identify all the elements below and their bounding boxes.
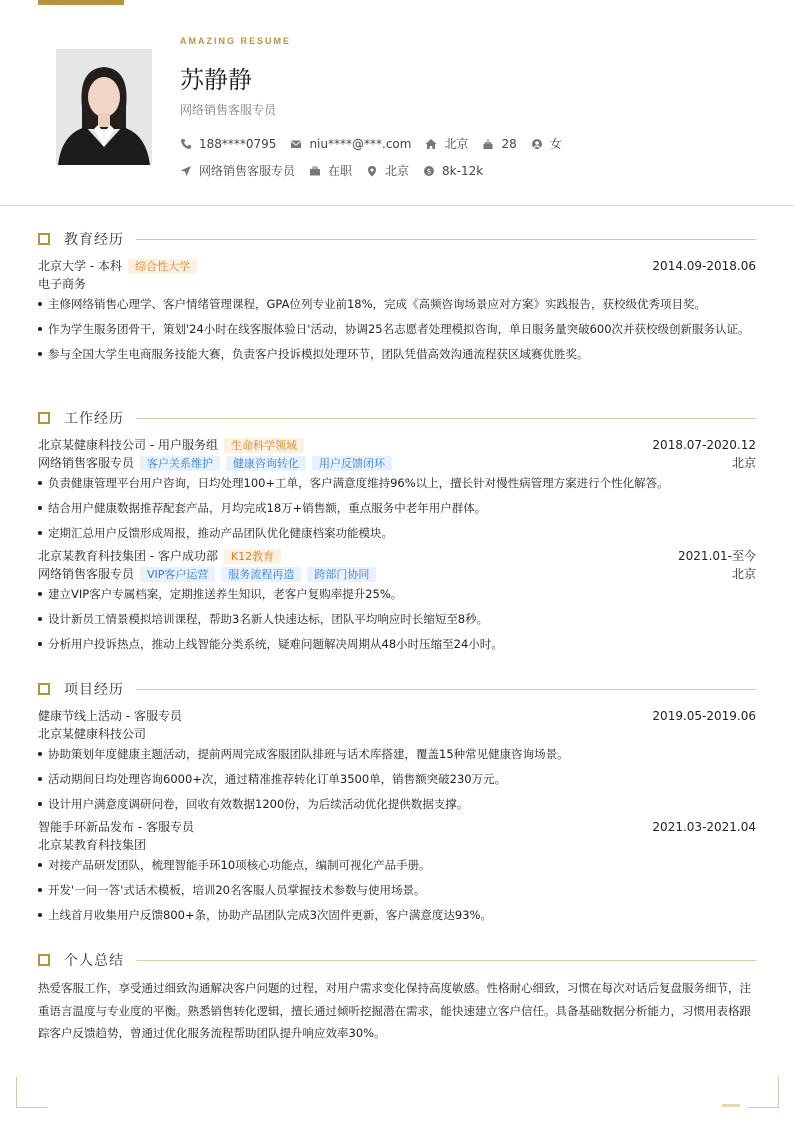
svg-text:$: $ (426, 167, 432, 176)
section-divider (136, 689, 756, 690)
cake-icon (482, 138, 494, 150)
age-text: 28 (501, 136, 517, 151)
section-header (38, 229, 756, 249)
target-position-text: 网络销售客服专员 (199, 164, 296, 178)
school-tag: 综合性大学 (128, 259, 197, 274)
corner-decoration-left (16, 1077, 47, 1108)
summary-section (38, 950, 756, 1045)
education-bullets (38, 293, 756, 365)
skill-tag: 用户反馈闭环 (312, 456, 392, 471)
list-item: 建立VIP客户专属档案，定期推送养生知识，老客户复购率提升25%。 (38, 583, 756, 605)
status-item (309, 162, 352, 179)
residence-text: 北京 (444, 137, 469, 151)
footer-dash (722, 1104, 740, 1107)
job-date: 2018.07-2020.12 (652, 438, 756, 452)
resume-header (0, 0, 794, 206)
job-role: 网络销售客服专员 (38, 456, 135, 470)
residence-item (425, 135, 468, 152)
section-marker-icon (38, 683, 50, 695)
skill-tag: VIP客户运营 (140, 567, 215, 582)
target-city-item (366, 162, 409, 179)
project-org: 北京某健康科技公司 (38, 727, 147, 741)
section-header (38, 679, 756, 699)
section-header (38, 950, 756, 970)
status-text: 在职 (328, 164, 353, 178)
section-marker-icon (38, 412, 50, 424)
list-item: 协助策划年度健康主题活动，提前两周完成客服团队排班与话术库搭建，覆盖15种常见健康咨询场景。 (38, 743, 756, 765)
major: 电子商务 (38, 277, 87, 291)
gender-icon (531, 138, 543, 150)
phone-item (180, 137, 276, 151)
section-divider (136, 960, 756, 961)
briefcase-icon (309, 165, 321, 177)
list-item: 分析用户投诉热点，推动上线智能分类系统，疑难问题解决周期从48小时压缩至24小时。 (38, 633, 756, 655)
project-name: 健康节线上活动 - 客服专员 (38, 709, 182, 723)
project-date: 2021.03-2021.04 (652, 820, 756, 834)
section-title: 教育经历 (64, 232, 124, 248)
job-role: 网络销售客服专员 (38, 567, 135, 581)
work-section (38, 408, 756, 658)
project-date: 2019.05-2019.06 (652, 709, 756, 723)
job-date: 2021.01-至今 (678, 549, 756, 563)
gender-item (531, 135, 562, 152)
section-title: 个人总结 (64, 953, 124, 969)
project-org: 北京某教育科技集团 (38, 838, 147, 852)
job-role-line (38, 454, 756, 472)
mail-icon (290, 138, 302, 150)
job-role-line (38, 565, 756, 583)
phone-icon (180, 138, 192, 150)
section-title: 工作经历 (64, 411, 124, 427)
salary-text: 8k-12k (442, 163, 484, 178)
section-divider (136, 418, 756, 419)
candidate-name: 苏静静 (180, 66, 252, 94)
intent-row (180, 162, 497, 179)
project-bullets (38, 743, 756, 815)
salary-item (423, 164, 483, 178)
list-item: 结合用户健康数据推荐配套产品，月均完成18万+销售额，重点服务中老年用户群体。 (38, 497, 756, 519)
education-date: 2014.09-2018.06 (652, 259, 756, 273)
corner-decoration-right (748, 1077, 779, 1108)
section-marker-icon (38, 233, 50, 245)
section-marker-icon (38, 954, 50, 966)
job-entry (38, 436, 756, 544)
job-bullets (38, 472, 756, 544)
job-city: 北京 (731, 567, 756, 581)
skill-tag: 客户关系维护 (140, 456, 220, 471)
target-position-item (180, 162, 295, 179)
project-entry (38, 707, 756, 815)
project-name: 智能手环新品发布 - 客服专员 (38, 820, 194, 834)
list-item: 定期汇总用户反馈形成周报，推动产品团队优化健康档案功能模块。 (38, 522, 756, 544)
job-heading (38, 436, 756, 454)
list-item: 活动期间日均处理咨询6000+次，通过精准推荐转化订单3500单，销售额突破230万元。 (38, 768, 756, 790)
age-item (482, 137, 516, 151)
phone-text: 188****0795 (199, 136, 277, 151)
education-heading (38, 257, 756, 275)
contact-row (180, 135, 576, 152)
project-heading (38, 818, 756, 836)
list-item: 设计用户满意度调研问卷，回收有效数据1200份，为后续活动优化提供数据支撑。 (38, 793, 756, 815)
list-item: 主修网络销售心理学、客户情绪管理课程，GPA位列专业前18%，完成《高频咨询场景应对方案》实践报告，获校级优秀项目奖。 (38, 293, 756, 315)
list-item: 开发'一问一答'式话术模板，培训20名客服人员掌握技术参数与使用场景。 (38, 879, 756, 901)
profile-photo (56, 49, 152, 165)
send-icon (180, 165, 192, 177)
candidate-title: 网络销售客服专员 (180, 103, 277, 117)
skill-tag: 健康咨询转化 (226, 456, 306, 471)
section-header (38, 408, 756, 428)
brand-label: AMAZING RESUME (180, 36, 291, 46)
list-item: 负责健康管理平台用户咨询，日均处理100+工单，客户满意度维持96%以上，擅长针对慢性病管理方案进行个性化解答。 (38, 472, 756, 494)
list-item: 作为学生服务团骨干，策划'24小时在线客服体验日'活动，协调25名志愿者处理模拟咨询，单日服务量突破600次并获校级创新服务认证。 (38, 318, 756, 340)
project-heading (38, 707, 756, 725)
company-name: 北京某健康科技公司 - 用户服务组 (38, 438, 218, 452)
education-section (38, 229, 756, 368)
industry-tag: K12教育 (224, 549, 281, 564)
list-item: 对接产品研发团队，梳理智能手环10项核心功能点，编制可视化产品手册。 (38, 854, 756, 876)
school-name: 北京大学 - 本科 (38, 259, 122, 273)
skill-tag: 跨部门协同 (307, 567, 376, 582)
section-title: 项目经历 (64, 682, 124, 698)
target-city-text: 北京 (385, 164, 410, 178)
company-name: 北京某教育科技集团 - 客户成功部 (38, 549, 218, 563)
money-icon (423, 165, 435, 177)
summary-text: 热爱客服工作，享受通过细致沟通解决客户问题的过程，对用户需求变化保持高度敏感。性格耐心细致，习惯在每次对话后复盘服务细节，注重语言温度与专业度的平衡。熟悉销售转化逻辑，擅长通过倾听挖掘潜在需求，能快速建立客户信任。具备基础数据分析能力，习惯用表格跟踪客户反馈趋势，曾通过优化服务流程帮助团队提升响应效率30%。 (38, 981, 751, 1040)
job-heading (38, 547, 756, 565)
project-bullets (38, 854, 756, 926)
list-item: 上线首月收集用户反馈800+条，协助产品团队完成3次固件更新，客户满意度达93%。 (38, 904, 756, 926)
email-text: niu****@***.com (309, 136, 412, 151)
job-entry (38, 547, 756, 655)
home-icon (425, 138, 437, 150)
job-bullets (38, 583, 756, 655)
skill-tag: 服务流程再造 (221, 567, 301, 582)
list-item: 设计新员工情景模拟培训课程，帮助3名新人快速达标，团队平均响应时长缩短至8秒。 (38, 608, 756, 630)
gender-text: 女 (549, 137, 562, 151)
section-divider (136, 239, 756, 240)
location-pin-icon (366, 165, 378, 177)
industry-tag: 生命科学领域 (224, 438, 304, 453)
email-item (290, 137, 411, 151)
projects-section (38, 679, 756, 929)
job-city: 北京 (731, 456, 756, 470)
list-item: 参与全国大学生电商服务技能大赛，负责客户投诉模拟处理环节，团队凭借高效沟通流程获区域赛优胜奖。 (38, 343, 756, 365)
project-entry (38, 818, 756, 926)
